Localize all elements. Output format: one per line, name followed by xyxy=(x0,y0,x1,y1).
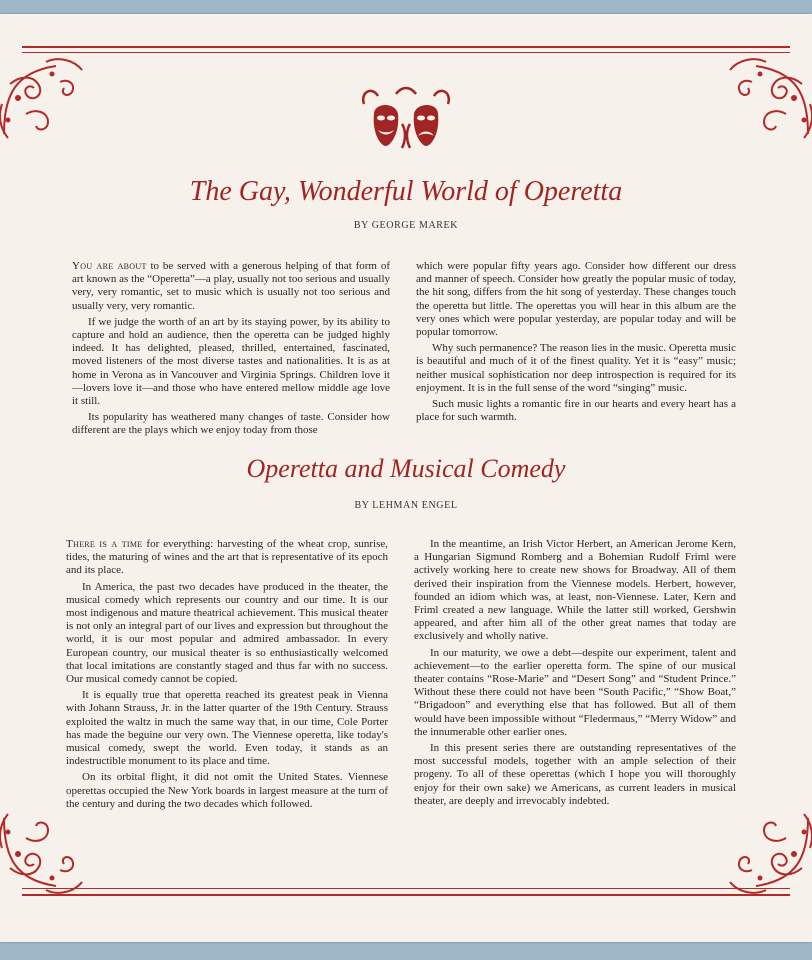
paragraph: There is a time for everything: harvesting of the wheat crop, sunrise, tides, the maturing of wines and the art that is representative of its epoch and its place. xyxy=(66,538,388,577)
paragraph: If we judge the worth of an art by its staying power, by its ability to capture and hold an audience, then the operetta can be judged highly indeed. It has delighted, pleased, thrilled, entertained, fascinated, moved listeners of the most diverse tastes and nationalities. It is as at home in Verona as in Vancouver and Virginia Springs. Children love it—lovers love it—and those who have entered mellow middle age love it still. xyxy=(72,315,390,408)
bottom-border-rule-inner xyxy=(22,888,790,889)
top-border-rule-inner xyxy=(22,52,790,53)
paragraph: It is equally true that operetta reached its greatest peak in Vienna with Johann Strauss, Jr. in the latter quarter of the 19th Century. Strauss exploited the waltz in much the same way that, in our time, Cole Porter has made the beguine our very own. The Viennese operetta, like today's musical comedy, swept the world. Even today, it stands as an indestructible monument to its place and time. xyxy=(66,689,388,768)
bottom-border-rule xyxy=(22,894,790,896)
article-2-right-column xyxy=(414,538,736,811)
article-1-title: The Gay, Wonderful World of Operetta xyxy=(189,176,623,207)
ornamental-corner-icon xyxy=(0,808,92,898)
lead-in: There is a time xyxy=(66,538,143,550)
paragraph: Such music lights a romantic fire in our hearts and every heart has a place for such warmth. xyxy=(416,398,736,424)
paragraph: You are about to be served with a generous helping of that form of art known as the “Operetta”—a play, usually not too serious and usually very, very romantic, set to music which is usually not too serious and usually very, very romantic. xyxy=(72,260,390,312)
paragraph: In our maturity, we owe a debt—despite our experiment, talent and achievement—to the earlier operetta form. The spine of our musical theater contains “Rose-Marie” and “Desert Song” and “Student Prince.” Without these there could not have been “South Pacific,” “Show Boat,” “Brigadoon” and everything else that has followed. But all of them would have been impossible without “Fledermaus,” “Merry Widow” and the innumerable other earlier ones. xyxy=(414,646,736,738)
paragraph: Why such permanence? The reason lies in the music. Operetta music is beautiful and much of it of the finest quality. Yet it is “easy” music; neither musical sophistication nor deep introspection is required for its enjoyment. It is in the full sense of the word “singing” music. xyxy=(416,342,736,394)
article-2-left-column xyxy=(66,538,388,814)
article-2-title: Operetta and Musical Comedy xyxy=(246,454,566,483)
paragraph: On its orbital flight, it did not omit the United States. Viennese operettas occupied the New York boards in largest measure at the turn of the century and during the two decades which followed. xyxy=(66,771,388,810)
top-border-rule xyxy=(22,46,790,48)
article-1-left-column xyxy=(72,260,390,441)
paragraph: which were popular fifty years ago. Consider how different our dress and manner of speech. Consider how greatly the popular music of today, the hit song, differs from the hit song of yesterday. These changes touch the operetta but little. The operettas you will hear in this album are the very ones which were popular yesterday, are popular today and will be popular tomorrow. xyxy=(416,260,736,339)
ornamental-corner-icon xyxy=(720,54,812,144)
album-liner-notes xyxy=(0,14,812,942)
lead-in: You are about xyxy=(72,260,147,272)
paragraph: In the meantime, an Irish Victor Herbert, an American Jerome Kern, a Hungarian Sigmund Romberg and a Bohemian Rudolf Friml were actively working here to create new shows for Broadway. All of them derived their inspiration from the Viennese models. Herbert, however, founded an idiom which was, at least, non-Viennese. Later, Kern and Friml created a new language. While the latter still worked, Gershwin appeared, and after him all of the other great names that today are exclusively and wholly native. xyxy=(414,538,736,643)
theater-masks-icon xyxy=(356,84,456,164)
paragraph: Its popularity has weathered many changes of taste. Consider how different are the plays which we enjoy today from those xyxy=(72,411,390,437)
paragraph: In America, the past two decades have produced in the theater, the musical comedy which represents our country and our time. It is our most indigenous and mature theatrical achievement. This musical theater is not only an integral part of our lives and expression but throughout the world, it is our most popular and admired ambassador. In every European country, our musical theater is so enthusiastically welcomed that local imitations are constantly staged and thus far with no success. Our musical comedy cannot be copied. xyxy=(66,580,388,686)
ornamental-corner-icon xyxy=(720,808,812,898)
article-2-byline: BY LEHMAN ENGEL xyxy=(354,500,458,511)
article-1-right-column xyxy=(416,260,736,427)
paragraph: In this present series there are outstanding representatives of the most successful models, together with an ample selection of their progeny. To all of these operettas (which I hope you will thoroughly enjoy for their own sake) we Americans, as current leaders in musical theater, are deeply and irrevocably indebted. xyxy=(414,742,736,807)
article-1-byline: BY GEORGE MAREK xyxy=(353,220,459,231)
ornamental-corner-icon xyxy=(0,54,92,144)
